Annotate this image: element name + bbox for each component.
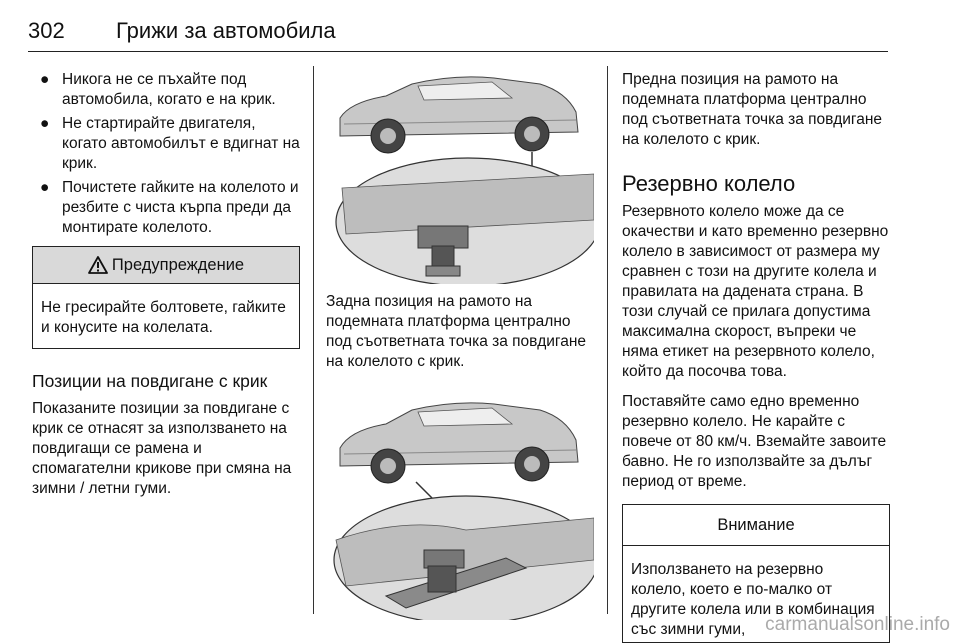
bullet-dot-icon: ● — [40, 71, 50, 88]
watermark: carmanualsonline.info — [765, 614, 950, 635]
jack-positions-heading: Позиции на повдигане с крик — [32, 371, 268, 391]
column-divider-2 — [607, 66, 608, 614]
page-number: 302 — [28, 18, 65, 43]
caution-header — [623, 505, 889, 546]
jack-positions-text: Показаните позиции за повдигане с крик се отнасят за използването на повдигащи се рамена и спомагателни крикове при смяна на зимни / летни гуми. — [32, 400, 292, 497]
front-lift-figure — [326, 390, 594, 620]
warning-title: Предупреждение — [111, 256, 245, 274]
rear-lift-figure — [326, 70, 594, 284]
column-right — [622, 70, 890, 643]
chapter-title: Грижи за автомобила — [116, 18, 336, 43]
column-divider-1 — [313, 66, 314, 614]
bullet-item: ● Никога не се пъхайте под автомобила, когато е на крик. — [40, 71, 276, 108]
bullet-item: ● Почистете гайките на колелото и резбите с чиста кърпа преди да монтирате колелото. — [40, 179, 299, 236]
column-left — [32, 70, 300, 499]
caution-body: Използването на резервно колело, което е по-малко от другите колела или в комбинация със зимни гуми, — [631, 561, 875, 638]
car-lift-rear-icon — [326, 70, 594, 284]
bullet-dot-icon: ● — [40, 179, 50, 196]
rear-lift-caption: Задна позиция на рамото на подемната платформа централно под съответната точка за повдигане на колелото с крик. — [326, 293, 587, 370]
caution-title: Внимание — [717, 516, 795, 534]
warning-body: Не гресирайте болтовете, гайките и конусите на колелата. — [41, 299, 286, 336]
spare-wheel-heading: Резервно колело — [622, 171, 796, 196]
bullet-item: ● Не стартирайте двигателя, когато автомобилът е вдигнат на крик. — [40, 115, 300, 172]
warning-triangle-icon — [88, 256, 108, 274]
warning-header — [33, 247, 299, 284]
header-rule — [28, 51, 888, 52]
column-middle — [326, 70, 594, 628]
warning-box — [32, 246, 300, 349]
car-lift-front-icon — [326, 390, 594, 620]
page-header — [28, 18, 888, 52]
spare-wheel-paragraph-2: Поставяйте само едно временно резервно колело. Не карайте с повече от 80 км/ч. Вземайте завоите бавно. Не го използвайте за дълъг период от време. — [622, 393, 887, 490]
spare-wheel-paragraph-1: Резервното колело може да се окачестви и като временно резервно колело в зависимост от размера му сравнен с този на другите колела и правилата на дадената страна. В този случай се прилага допустима максимална скорост, въпреки че няма етикет на резервното колело, който да посочва това. — [622, 203, 889, 380]
bullet-dot-icon: ● — [40, 115, 50, 132]
front-lift-caption: Предна позиция на рамото на подемната платформа централно под съответната точка за повдигане на колелото с крик. — [622, 71, 883, 148]
safety-bullet-list — [32, 70, 300, 238]
